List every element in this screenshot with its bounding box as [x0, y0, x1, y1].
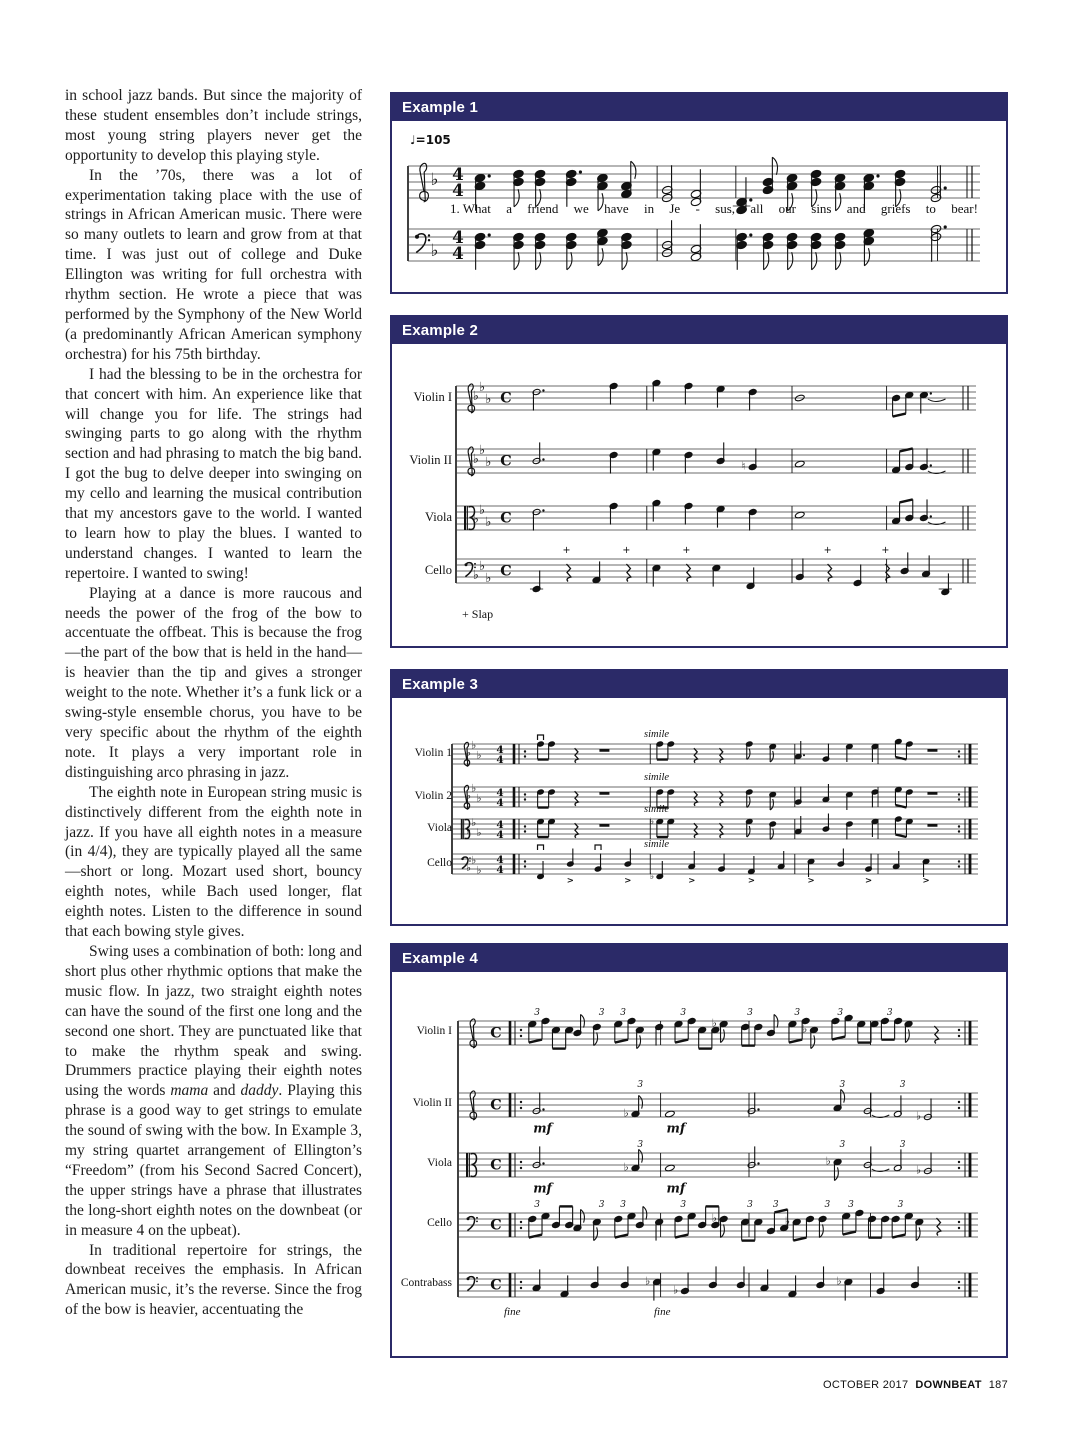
svg-text:♭: ♭ [479, 502, 486, 518]
svg-text:4: 4 [496, 828, 504, 841]
svg-text:♭: ♭ [802, 1022, 808, 1036]
svg-text:3: 3 [598, 1008, 605, 1018]
footer-magazine-name: DOWNBEAT [915, 1379, 982, 1391]
example-4-box [390, 943, 1008, 1358]
example-4-header [392, 945, 1006, 972]
svg-text:♭: ♭ [472, 388, 479, 404]
part-label-viola: Viola [424, 510, 452, 524]
svg-text:+: + [562, 545, 571, 556]
svg-text:C: C [490, 1096, 502, 1114]
svg-text:C: C [500, 509, 512, 527]
svg-text:>: > [807, 876, 815, 886]
svg-text:♭: ♭ [711, 1016, 717, 1030]
svg-text:♭: ♭ [916, 1163, 922, 1177]
svg-text:+: + [682, 545, 691, 556]
svg-text:+: + [881, 545, 890, 556]
example-4-score [392, 972, 1006, 1356]
svg-text:4: 4 [452, 180, 464, 201]
svg-text:♭: ♭ [485, 514, 492, 530]
svg-text:>: > [566, 876, 574, 886]
svg-text:+: + [823, 545, 832, 556]
example-1-header [392, 94, 1006, 121]
svg-text:C: C [490, 1276, 502, 1294]
paragraph: In the ’70s, there was a lot of experimentation taking place with the use of strings in African American music. There were so many outlets to learn and grow from at that time. I was just out of college and Duke Ellington was writing for full orchestra with rhythm section. He wrote a piece that was performed by the Symphony of the New World (a predominantly African American symphony orchestra) for his 75th birthday. [65, 166, 362, 363]
fine-annotation: fine [654, 1306, 671, 1318]
svg-text:♭: ♭ [623, 1106, 629, 1120]
svg-text:3: 3 [598, 1200, 605, 1210]
example-4-notation [392, 972, 1006, 1356]
svg-text:♭: ♭ [479, 558, 486, 574]
svg-text:3: 3 [839, 1140, 846, 1150]
example-2-score [392, 344, 1006, 646]
svg-text:3: 3 [824, 1200, 831, 1210]
svg-text:♭: ♭ [476, 864, 482, 877]
svg-text:♮: ♮ [741, 459, 746, 473]
svg-text:+: + [622, 545, 631, 556]
svg-text:4: 4 [452, 164, 464, 184]
part-label-cello: Cello [424, 563, 452, 577]
page-footer [823, 1379, 1008, 1391]
svg-text:>: > [624, 876, 632, 886]
article-text-column [65, 86, 362, 1320]
part-label-violin-1: Violin 1 [414, 747, 452, 759]
paragraph: I had the blessing to be in the orchestra for that concert with him. An experience like that will change you for life. The strings had swinging parts to go along with the rhythm section and had phrasing to match the big band. I got the bug to delve deeper into swinging on my cello and learning the musical contribution that my ancestors gave to the world. I wanted to learn how to play the blues. I wanted to understand changes. I wanted to learn the repertoire. I wanted to swing! [65, 365, 362, 582]
svg-text:3: 3 [534, 1008, 540, 1018]
svg-text:♭: ♭ [472, 451, 479, 467]
svg-text:♭: ♭ [645, 1274, 651, 1288]
svg-text:3: 3 [899, 1140, 906, 1150]
tempo-marking: ♩=105 [410, 133, 451, 147]
svg-text:4: 4 [496, 818, 504, 831]
svg-text:♭: ♭ [649, 871, 655, 882]
svg-text:♭: ♭ [476, 749, 482, 762]
svg-text:♭: ♭ [471, 782, 477, 795]
lyrics-line: 1. What a friend we have in Je - sus, all our sins and griefs to bear! [450, 201, 978, 216]
svg-text:>: > [747, 876, 755, 886]
svg-text:C: C [500, 562, 512, 580]
svg-text:C: C [490, 1156, 502, 1174]
example-4-title: Example 4 [402, 950, 479, 967]
svg-text:3: 3 [747, 1200, 753, 1210]
svg-text:♭: ♭ [466, 789, 471, 802]
svg-text:4: 4 [452, 243, 464, 264]
paragraph: The eighth note in European string music is distinctively different from the eighth note in jazz. If you have all eighth notes in a measure (in 4/4), they are typically played all the same—short or long. Mozart used short, bouncy eighth notes, while Bach used longer, flat eighth notes. Listen to the difference in sound that each bowing style gives. [65, 783, 362, 941]
paragraph: in school jazz bands. But since the majority of these student ensembles don’t include strings, most young string players never get the opportunity to develop this playing style. [65, 87, 362, 164]
part-label-violin-2: Violin II [412, 1097, 452, 1109]
svg-text:♭: ♭ [673, 1283, 679, 1297]
example-2-notation [392, 344, 1006, 646]
paragraph: In traditional repertoire for strings, the downbeat receives the emphasis. In African American music, it’s the reverse. Since the frog of the bow is heavier, accentuating the [65, 1241, 362, 1319]
simile-annotation: simile [644, 839, 670, 850]
example-1-box [390, 92, 1008, 294]
svg-text:3: 3 [534, 1200, 540, 1210]
svg-text:3: 3 [772, 1200, 779, 1210]
svg-text:3: 3 [848, 1200, 854, 1210]
svg-text:mf: mf [533, 1180, 552, 1196]
svg-text:3: 3 [637, 1080, 644, 1090]
svg-text:♭: ♭ [485, 391, 492, 407]
svg-text:♭: ♭ [711, 1211, 717, 1225]
svg-text:C: C [500, 452, 512, 470]
svg-text:4: 4 [496, 753, 504, 766]
svg-text:♭: ♭ [825, 1154, 831, 1168]
example-1-notation [392, 121, 1006, 292]
svg-text:3: 3 [747, 1008, 753, 1018]
example-3-title: Example 3 [402, 676, 479, 693]
example-2-title: Example 2 [402, 322, 479, 339]
simile-annotation: simile [644, 804, 670, 815]
part-label-viola: Viola [427, 822, 452, 834]
svg-text:4: 4 [452, 227, 464, 247]
example-2-header [392, 317, 1006, 344]
svg-text:3: 3 [886, 1008, 893, 1018]
part-label-contrabass: Contrabass [400, 1277, 452, 1289]
part-label-cello: Cello [427, 857, 452, 869]
svg-text:C: C [500, 389, 512, 407]
svg-text:3: 3 [637, 1140, 644, 1150]
part-label-cello: Cello [427, 1217, 452, 1229]
svg-text:C: C [490, 1216, 502, 1234]
svg-text:♭: ♭ [466, 861, 471, 874]
svg-text:♭: ♭ [472, 567, 479, 583]
svg-text:3: 3 [839, 1080, 846, 1090]
svg-text:3: 3 [620, 1200, 626, 1210]
slap-annotation: + Slap [462, 607, 494, 621]
svg-text:♭: ♭ [471, 854, 477, 867]
part-label-violin-1: Violin I [416, 1025, 452, 1037]
svg-text:♭: ♭ [784, 1214, 790, 1228]
svg-text:>: > [688, 876, 696, 886]
part-label-violin-1: Violin I [413, 390, 452, 404]
footer-issue: OCTOBER 2017 [823, 1379, 909, 1391]
svg-text:♭: ♭ [466, 824, 471, 837]
svg-text:♭: ♭ [479, 442, 486, 458]
svg-text:♭: ♭ [916, 1109, 922, 1123]
svg-text:>: > [864, 876, 873, 886]
svg-text:♭: ♭ [649, 816, 655, 827]
part-label-violin-2: Violin II [409, 453, 452, 467]
svg-text:♭: ♭ [476, 826, 482, 839]
svg-text:3: 3 [680, 1200, 687, 1210]
svg-text:♭: ♭ [471, 816, 477, 829]
svg-text:3: 3 [897, 1200, 904, 1210]
svg-text:3: 3 [837, 1008, 844, 1018]
example-3-score [392, 698, 1006, 924]
svg-text:♭: ♭ [485, 454, 492, 470]
example-3-box [390, 669, 1008, 926]
svg-text:C: C [490, 1024, 502, 1042]
svg-text:4: 4 [496, 796, 504, 809]
svg-text:>: > [922, 876, 930, 886]
paragraph: Playing at a dance is more raucous and needs the power of the frog of the bow to accentuate the offbeat. This is because the frog—the part of the bow that is held in the hand—is heavier than the tip and gives a stronger weight to the note. Whether it’s a funk lick or a swing-style ensemble chorus, you have to be very specific about the rhythm of the eighth note. It plays a very important role in distinguishing arco phrasing in jazz. [65, 584, 362, 781]
svg-text:♭: ♭ [623, 1160, 629, 1174]
svg-text:♭: ♭ [476, 792, 482, 805]
example-1-title: Example 1 [402, 99, 479, 116]
svg-text:3: 3 [794, 1008, 801, 1018]
simile-annotation: simile [644, 729, 670, 740]
simile-annotation: simile [644, 772, 670, 783]
svg-text:3: 3 [680, 1008, 687, 1018]
svg-text:4: 4 [496, 743, 504, 756]
footer-page-number: 187 [988, 1379, 1008, 1391]
example-3-header [392, 671, 1006, 698]
svg-text:♭: ♭ [471, 739, 477, 752]
paragraph: Swing uses a combination of both: long and short plus other rhythmic options that make the music flow. In jazz, two straight eighth notes can have the sound of the first one long and the second one short. They are punctuated like that to make the rhythm speak and swing. Drummers practice playing their eighth notes using the words mama and daddy. Playing this phrase is a good way to get strings to emulate the sound of swing with the bow. In Example 3, my string quartet arrangement of Ellington’s “Freedom” (from his Second Sacred Concert), the upper strings have a phrase that illustrates the long-short eighth notes on the downbeat (or in measure 4 on the upbeat). [65, 942, 362, 1239]
fine-annotation: fine [504, 1306, 521, 1318]
svg-text:4: 4 [496, 863, 504, 876]
svg-text:mf: mf [666, 1120, 686, 1136]
svg-text:3: 3 [899, 1080, 906, 1090]
svg-text:mf: mf [533, 1120, 552, 1136]
example-2-box [390, 315, 1008, 648]
svg-text:♭: ♭ [472, 511, 479, 527]
example-3-notation [392, 698, 1006, 924]
svg-text:♭: ♭ [836, 1274, 842, 1288]
svg-text:3: 3 [620, 1008, 626, 1018]
svg-text:♭: ♭ [466, 746, 471, 759]
svg-text:♭: ♭ [479, 379, 486, 395]
svg-text:♭: ♭ [485, 570, 492, 586]
part-label-viola: Viola [427, 1157, 452, 1169]
part-label-violin-2: Violin 2 [414, 790, 452, 802]
svg-text:♭: ♭ [430, 168, 439, 189]
svg-text:4: 4 [496, 786, 504, 799]
svg-text:♭: ♭ [430, 239, 439, 260]
svg-text:mf: mf [666, 1180, 686, 1196]
svg-text:4: 4 [496, 853, 504, 866]
